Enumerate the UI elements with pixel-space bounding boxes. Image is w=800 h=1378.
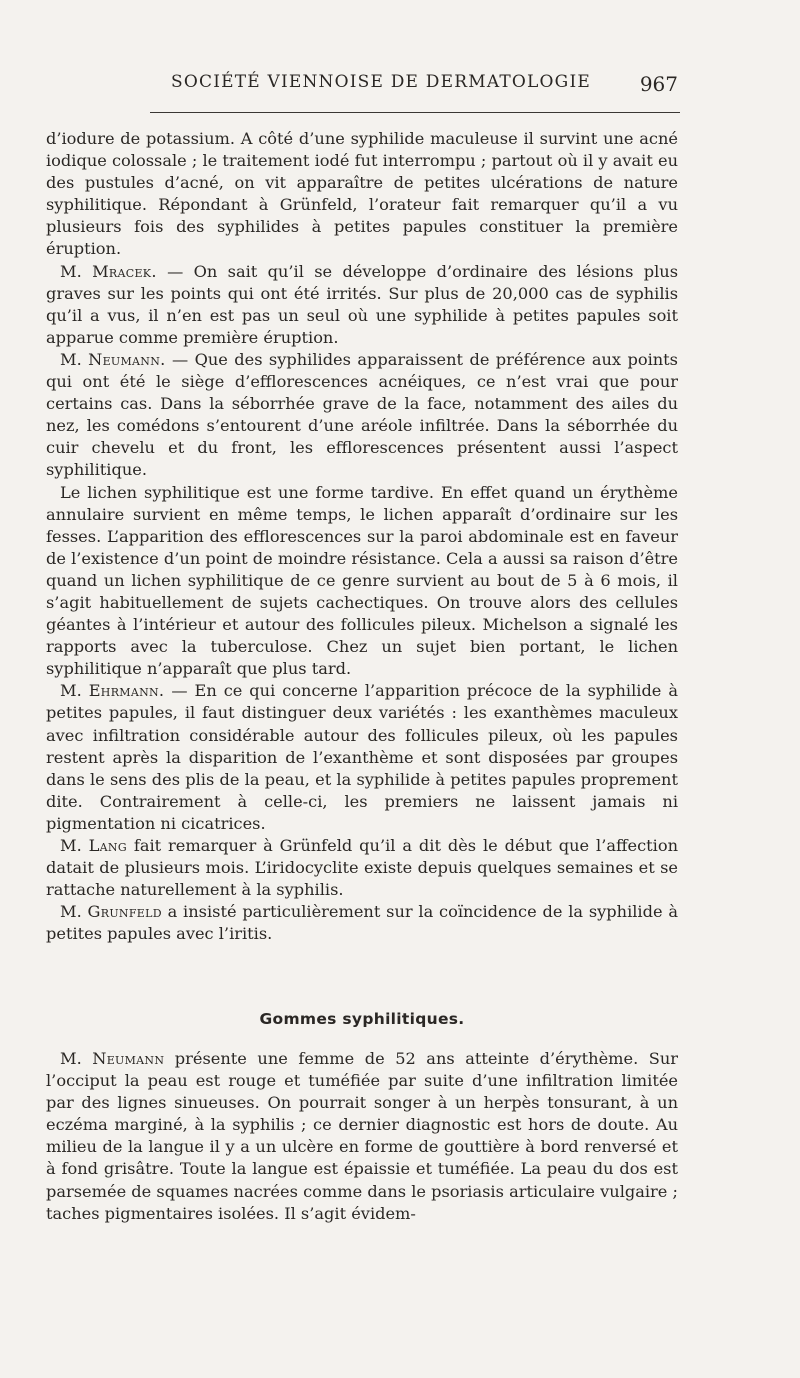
speaker-name: Lang <box>88 836 127 855</box>
section-heading: Gommes syphilitiques. <box>259 1010 465 1028</box>
section-text <box>46 1048 678 1225</box>
paragraph: M. Mracek. — On sait qu’il se développe d’ordinaire des lésions plus graves sur les points qui ont été irrités. Sur plus de 20,000 cas de syphilis qu’il a vus, il n’en est pas un seul où une syphilide à petites papules soit apparue comme première éruption. <box>46 261 679 347</box>
speaker-name: Ehrmann. <box>88 681 165 701</box>
paragraph: Le lichen syphilitique est une forme tardive. En effet quand un érythème annulaire survient en même temps, le lichen apparaît d’ordinaire sur les fesses. L’apparition des efflorescences sur la paroi abdominale est en faveur de l’existence d’un point de moindre résistance. Cela a aussi sa raison d’être quand un lichen syphilitique de ce genre survient au bout de 5 à 6 mois, il s’agit habituellement de sujets cachectiques. On trouve alors des cellules géantes à l’intérieur et autour des follicules pileux. Michelson a signalé les rapports avec la tuberculose. Chez un sujet bien portant, le lichen syphilitique n’apparaît que plus tard. <box>46 482 678 679</box>
paragraph: M. Grunfeld a insisté particulièrement sur la coïncidence de la syphilide à petites papules avec l’iritis. <box>46 902 678 944</box>
paragraph: M. Lang fait remarquer à Grünfeld qu’il a dit dès le début que l’affection datait de plusieurs mois. L’iridocyclite existe depuis quelques semaines et se rattache naturellement à la syphilis. <box>46 836 679 900</box>
paragraph: M. Neumann. — Que des syphilides apparaissent de préférence aux points qui ont été le siège d’efflorescences acnéiques, ce n’est vrai que pour certains cas. Dans la séborrhée grave de la face, notamment des ailes du nez, les comédons s’entourent d’une aréole infiltrée. Dans la séborrhée du cuir chevelu et du front, les efflorescences présentent aussi l’aspect syphilitique. <box>46 349 678 480</box>
main-text <box>46 128 678 945</box>
speaker-name: Grunfeld <box>87 902 162 922</box>
paragraph: M. Ehrmann. — En ce qui concerne l’apparition précoce de la syphilide à petites papules, il faut distinguer deux variétés : les exanthèmes maculeux avec infiltration considérable autour des follicules pileux, où les papules restent après la disparition de l’exanthème et sont disposées par groupes dans le sens des plis de la peau, et la syphilide à petites papules proprement dite. Contrairement à celle-ci, les premiers ne laissent jamais ni pigmentation ni cicatrices. <box>46 681 678 833</box>
page-number: 967 <box>639 72 678 96</box>
header-rule <box>150 112 680 113</box>
running-header <box>46 72 678 102</box>
running-title: SOCIÉTÉ VIENNOISE DE DERMATOLOGIE <box>171 72 591 92</box>
speaker-name: Neumann <box>92 1049 165 1068</box>
speaker-name: Mracek. <box>92 261 157 281</box>
paragraph: d’iodure de potassium. A côté d’une syphilide maculeuse il survint une acné iodique colossale ; le traitement iodé fut interrompu ; partout où il y avait eu des pustules d’acné, on vit apparaître de petites ulcérations de nature syphilitique. Répondant à Grünfeld, l’orateur fait remarquer qu’il a vu plusieurs fois des syphilides à petites papules constituer la première éruption. <box>46 129 678 259</box>
paragraph: M. Neumann présente une femme de 52 ans atteinte d’érythème. Sur l’occiput la peau est rouge et tuméfiée par suite d’une infiltration limitée par des lignes sinueuses. On pourrait songer à un herpès tonsurant, à un eczéma marginé, à la syphilis ; ce dernier diagnostic est hors de doute. Au milieu de la langue il y a un ulcère en forme de gouttière à bord renversé et à fond grisâtre. Toute la langue est épaissie et tuméfiée. La peau du dos est parsemée de squames nacrées comme dans le psoriasis articulaire vulgaire ; taches pigmentaires isolées. Il s’agit évidem- <box>46 1049 678 1223</box>
speaker-name: Neumann. <box>88 349 166 369</box>
